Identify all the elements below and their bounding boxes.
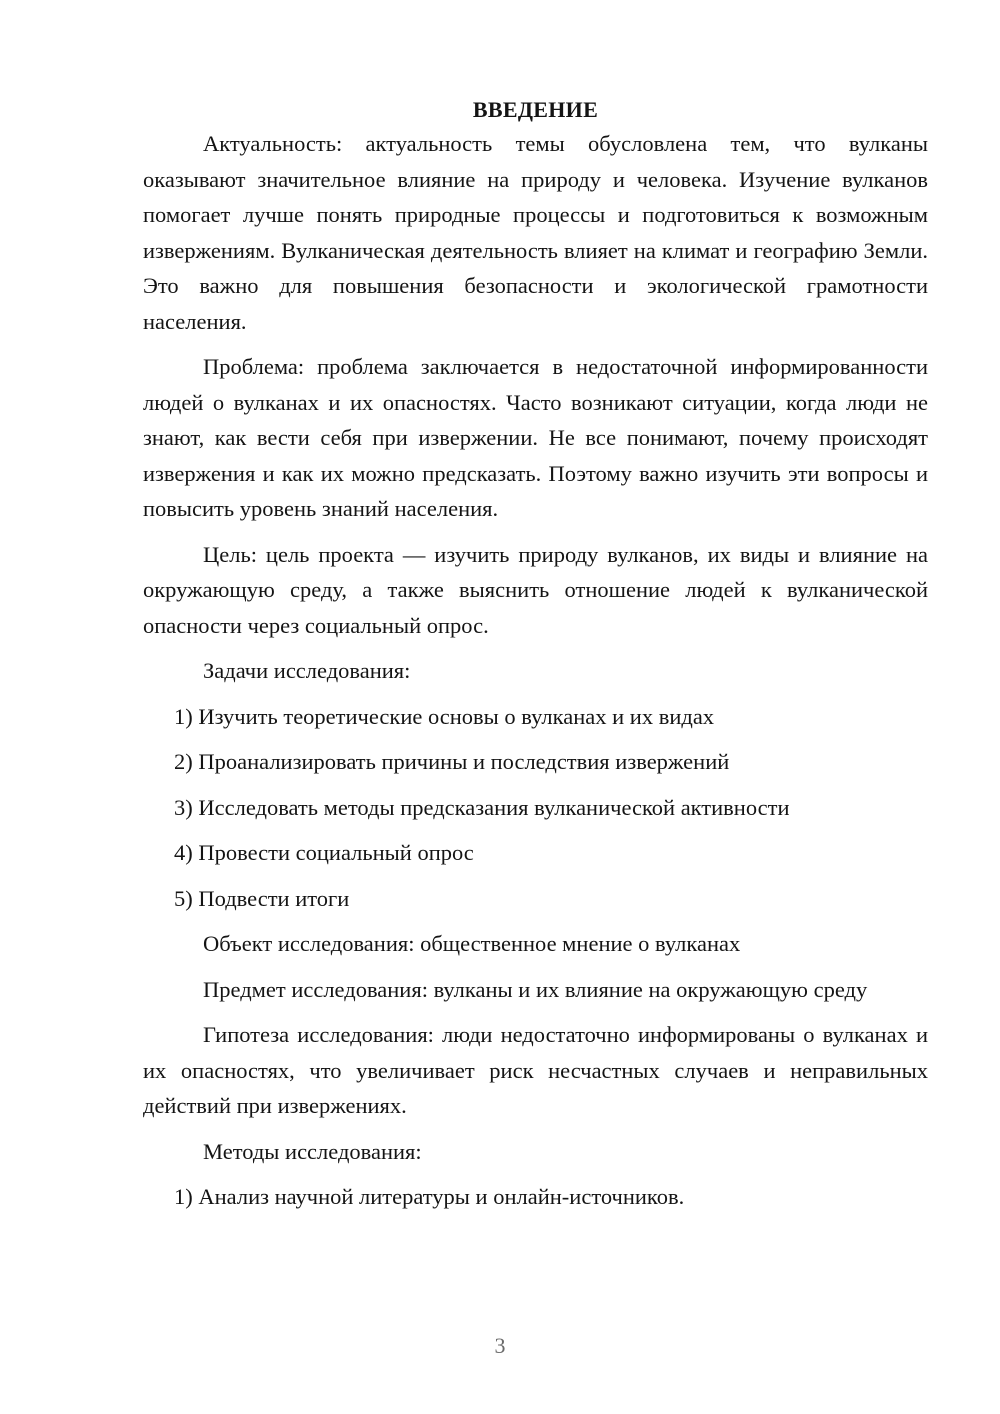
object-paragraph: Объект исследования: общественное мнение о вулканах [203,931,741,956]
tasks-heading: Задачи исследования: [203,658,411,683]
list-item: 2) Проанализировать причины и последствия извержений [174,749,730,774]
document-page [143,94,928,1225]
list-item: 1) Анализ научной литературы и онлайн-источников. [174,1184,685,1209]
subject-paragraph: Предмет исследования: вулканы и их влияние на окружающую среду [203,976,868,1002]
hypothesis-paragraph: Гипотеза исследования: люди недостаточно информированы о вулканах и их опасностях, что увеличивает риск несчастных случаев и неправильных действий при извержениях. [143,1022,928,1118]
goal-paragraph: Цель: цель проекта — изучить природу вулканов, их виды и влияние на окружающую среду, а также выяснить отношение людей к вулканической опасности через социальный опрос. [143,541,928,638]
methods-list [143,1179,928,1215]
methods-heading: Методы исследования: [203,1138,422,1164]
list-item: 4) Провести социальный опрос [174,840,474,865]
relevance-paragraph: Актуальность: актуальность темы обусловлена тем, что вулканы оказывают значительное влияние на природу и человека. Изучение вулканов помогает лучше понять природные процессы и подготовиться к возможным извержениям. Вулканическая деятельность влияет на климат и географию Земли. Это важно для повышения безопасности и экологической грамотности населения. [143,131,928,334]
problem-paragraph: Проблема: проблема заключается в недостаточной информированности людей о вулканах и их опасностях. Часто возникают ситуации, когда люди не знают, как вести себя при извержении. Не все понимают, почему происходят извержения и как их можно предсказать. Поэтому важно изучить эти вопросы и повысить уровень знаний населения. [143,354,928,521]
page-title: ВВЕДЕНИЕ [472,97,599,122]
tasks-list [143,699,928,917]
list-item: 1) Изучить теоретические основы о вулканах и их видах [174,703,715,729]
list-item: 3) Исследовать методы предсказания вулканической активности [174,794,790,820]
page-number: 3 [494,1333,506,1358]
list-item: 5) Подвести итоги [174,885,350,911]
